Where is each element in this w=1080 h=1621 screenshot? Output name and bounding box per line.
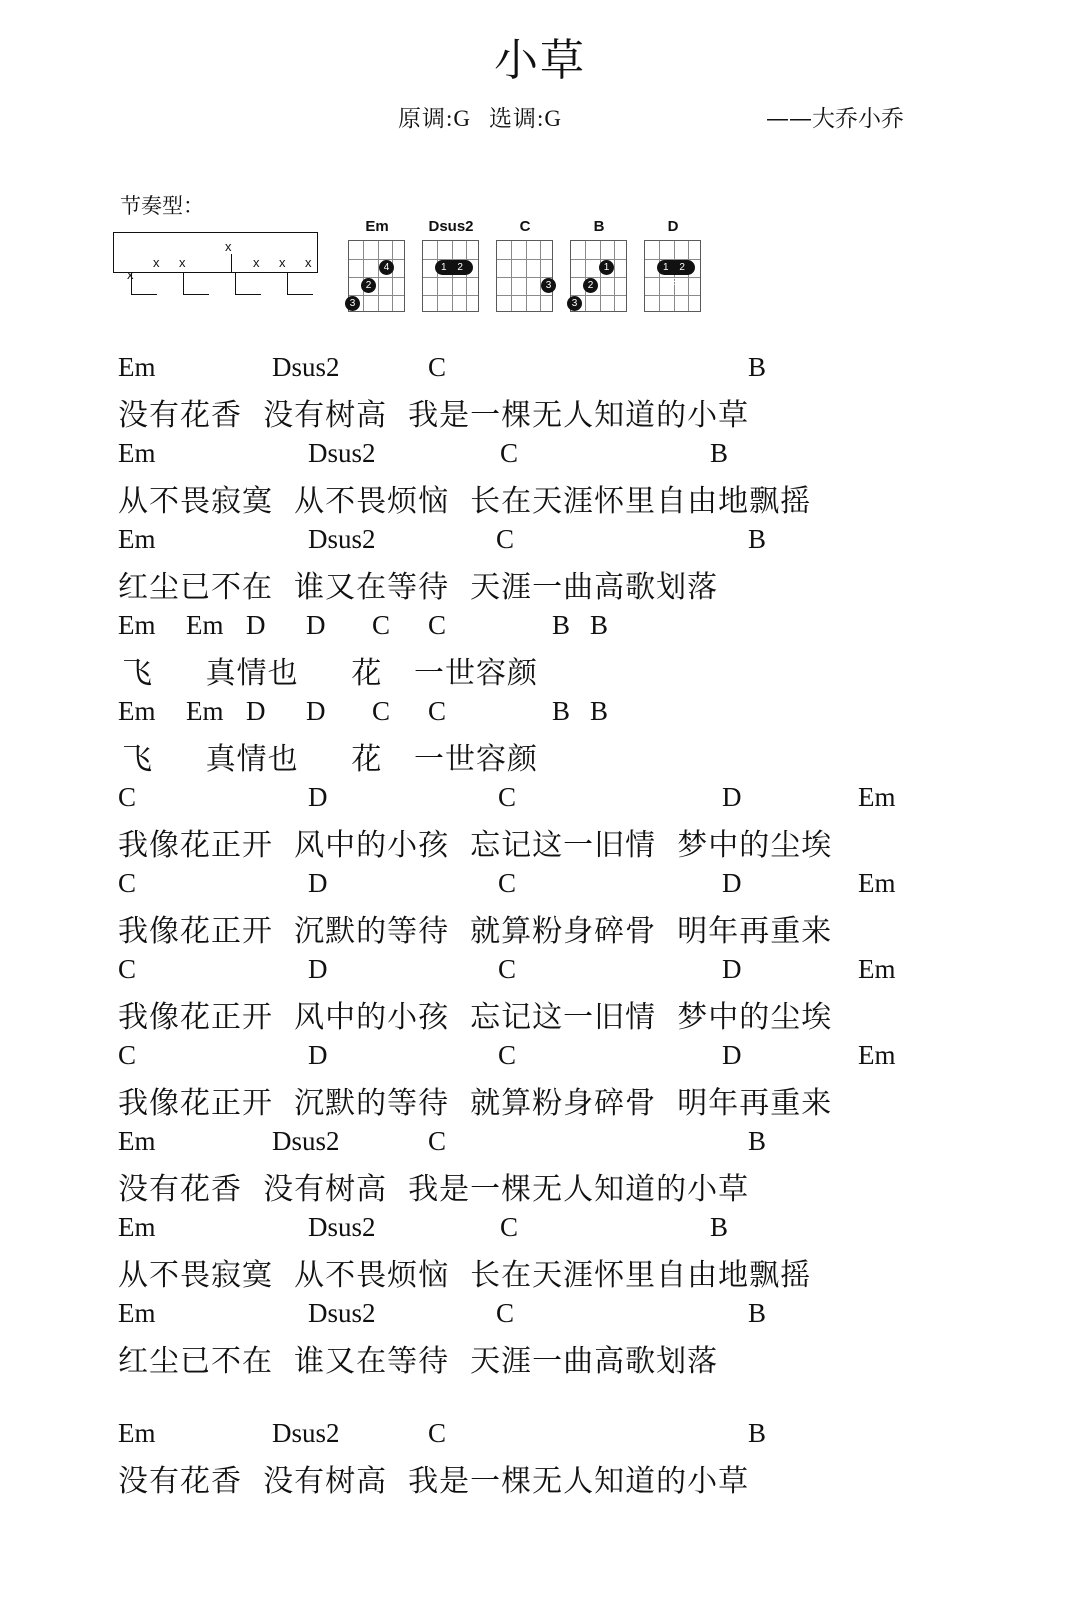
chord-grid <box>570 240 627 312</box>
grid-fret-line <box>571 277 626 278</box>
chord-symbol: C <box>372 696 391 726</box>
lyric-text: 没有花香 没有树高 我是一棵无人知道的小草 <box>118 398 750 433</box>
chord-symbol: Dsus2 <box>308 1212 376 1242</box>
grid-fret-line <box>497 295 552 296</box>
rhythm-label: 节奏型： <box>120 194 204 218</box>
chord-diagram-name: Em <box>365 218 389 235</box>
lyric-block <box>0 352 1080 438</box>
lyric-line <box>0 992 1080 1040</box>
lyric-block <box>0 1212 1080 1298</box>
chord-line <box>0 954 1080 992</box>
grid-fret-line <box>349 295 404 296</box>
chord-symbol: B <box>710 438 729 468</box>
chord-symbol: Em <box>118 524 156 554</box>
chord-symbol: B <box>552 610 571 640</box>
lyric-line <box>0 648 1080 696</box>
chord-symbol: C <box>496 524 515 554</box>
lyric-block <box>0 1126 1080 1212</box>
chord-symbol: Em <box>858 782 896 812</box>
chord-line <box>0 696 1080 734</box>
lyric-text: 我像花正开 沉默的等待 就算粉身碎骨 明年再重来 <box>118 914 833 949</box>
strum-x-mark: x <box>127 267 134 282</box>
grid-string-line <box>585 241 586 311</box>
chord-symbol: D <box>306 610 326 640</box>
strum-down-foot <box>235 294 261 295</box>
strum-up-stem <box>231 254 232 272</box>
chord-symbol: D <box>308 868 328 898</box>
lyric-line <box>0 1336 1080 1384</box>
grid-fret-line <box>423 277 478 278</box>
lyric-text: 红尘已不在 谁又在等待 天涯一曲高歌划落 <box>118 570 719 605</box>
chord-symbol: Em <box>858 954 896 984</box>
chord-symbol: Dsus2 <box>308 438 376 468</box>
lyric-line <box>0 820 1080 868</box>
chord-symbol: Dsus2 <box>308 524 376 554</box>
lyric-block <box>0 782 1080 868</box>
chord-symbol: Dsus2 <box>272 352 340 382</box>
lyric-text: 没有花香 没有树高 我是一棵无人知道的小草 <box>118 1464 750 1499</box>
chord-diagram-name: Dsus2 <box>428 218 474 235</box>
chord-symbol: Em <box>118 696 156 726</box>
chord-symbol: C <box>428 696 447 726</box>
grid-string-line <box>600 241 601 311</box>
chord-symbol: D <box>722 1040 742 1070</box>
chord-symbol: Em <box>118 438 156 468</box>
grid-fret-line <box>571 295 626 296</box>
strum-x-mark: x <box>153 255 160 270</box>
lyric-block <box>0 954 1080 1040</box>
page-title: 小草 <box>494 35 586 86</box>
lyric-text: 飞 真情也 花 一世容颜 <box>122 656 538 691</box>
chord-symbol: B <box>748 524 767 554</box>
chord-symbol: Em <box>118 1212 156 1242</box>
chord-symbol: B <box>710 1212 729 1242</box>
strum-x-mark: x <box>305 255 312 270</box>
chord-symbol: C <box>498 782 517 812</box>
strum-down-foot <box>183 294 209 295</box>
chord-finger-dot: 4 <box>379 260 394 275</box>
chord-finger-dot: 3 <box>567 296 582 311</box>
chord-finger-dot: 2 <box>361 278 376 293</box>
lyric-block <box>0 1418 1080 1504</box>
chord-symbol: C <box>496 1298 515 1328</box>
artist-credit: ——大乔小乔 <box>766 106 904 132</box>
chord-symbol: B <box>552 696 571 726</box>
grid-fret-line <box>645 295 700 296</box>
chord-symbol: C <box>118 782 137 812</box>
chord-line <box>0 782 1080 820</box>
lyric-block <box>0 438 1080 524</box>
lyrics-body <box>0 352 1080 1504</box>
strum-barline <box>113 232 114 272</box>
grid-fret-line <box>571 259 626 260</box>
chord-finger-dot: 1 2 3 <box>657 260 695 275</box>
strum-down-stem <box>287 272 288 294</box>
chord-line <box>0 868 1080 906</box>
chord-grid <box>496 240 553 312</box>
chord-symbol: D <box>246 610 266 640</box>
lyric-text: 红尘已不在 谁又在等待 天涯一曲高歌划落 <box>118 1344 719 1379</box>
chord-finger-dot: 1 <box>599 260 614 275</box>
chord-symbol: C <box>118 1040 137 1070</box>
strum-down-stem <box>235 272 236 294</box>
chord-symbol: Em <box>118 1298 156 1328</box>
lyric-line <box>0 1456 1080 1504</box>
lyric-block <box>0 696 1080 782</box>
lyric-text: 我像花正开 风中的小孩 忘记这一旧情 梦中的尘埃 <box>118 828 833 863</box>
chord-symbol: Em <box>118 352 156 382</box>
grid-fret-line <box>349 259 404 260</box>
chord-symbol: Em <box>858 868 896 898</box>
chord-symbol: Em <box>118 1126 156 1156</box>
strum-x-mark: x <box>253 255 260 270</box>
chord-symbol: C <box>428 1418 447 1448</box>
grid-string-line <box>511 241 512 311</box>
chord-finger-dot: 3 <box>541 278 556 293</box>
chord-line <box>0 1298 1080 1336</box>
grid-string-line <box>437 241 438 311</box>
chord-line <box>0 1126 1080 1164</box>
lyric-line <box>0 476 1080 524</box>
lyric-text: 没有花香 没有树高 我是一棵无人知道的小草 <box>118 1172 750 1207</box>
lyric-text: 我像花正开 沉默的等待 就算粉身碎骨 明年再重来 <box>118 1086 833 1121</box>
chord-symbol: B <box>590 610 609 640</box>
chord-symbol: C <box>500 438 519 468</box>
chord-symbol: D <box>308 954 328 984</box>
chord-symbol: B <box>590 696 609 726</box>
grid-string-line <box>378 241 379 311</box>
grid-fret-line <box>497 277 552 278</box>
lyric-line <box>0 1164 1080 1212</box>
grid-string-line <box>614 241 615 311</box>
chord-symbol: C <box>498 868 517 898</box>
chord-symbol: B <box>748 1418 767 1448</box>
key-info <box>398 100 562 133</box>
grid-string-line <box>392 241 393 311</box>
lyric-line <box>0 906 1080 954</box>
chord-diagram-name: B <box>593 218 605 235</box>
chord-symbol: Dsus2 <box>272 1126 340 1156</box>
chord-symbol: C <box>118 954 137 984</box>
chord-symbol: Dsus2 <box>272 1418 340 1448</box>
chord-diagram-name: C <box>519 218 531 235</box>
chord-symbol: C <box>498 954 517 984</box>
chord-symbol: Em <box>186 696 224 726</box>
chord-symbol: D <box>306 696 326 726</box>
chord-symbol: D <box>246 696 266 726</box>
chord-finger-dot: 1 2 <box>435 260 473 275</box>
lyric-line <box>0 1250 1080 1298</box>
lyric-block <box>0 524 1080 610</box>
chord-symbol: D <box>722 782 742 812</box>
chord-diagram-name: D <box>667 218 679 235</box>
strum-barline <box>317 232 318 272</box>
chord-finger-dot: 3 <box>345 296 360 311</box>
chord-line <box>0 438 1080 476</box>
chord-symbol: Em <box>186 610 224 640</box>
lyric-line <box>0 734 1080 782</box>
original-key: 原调:G <box>398 106 471 131</box>
chord-symbol: D <box>308 782 328 812</box>
grid-string-line <box>540 241 541 311</box>
chord-grid <box>422 240 479 312</box>
grid-fret-line <box>423 295 478 296</box>
chord-symbol: Dsus2 <box>308 1298 376 1328</box>
strum-x-mark: x <box>225 239 232 254</box>
chord-grid <box>644 240 701 312</box>
lyric-text: 我像花正开 风中的小孩 忘记这一旧情 梦中的尘埃 <box>118 1000 833 1035</box>
strum-x-mark: x <box>179 255 186 270</box>
chord-symbol: Em <box>118 610 156 640</box>
chord-symbol: Em <box>858 1040 896 1070</box>
chord-symbol: B <box>748 1126 767 1156</box>
chord-line <box>0 1040 1080 1078</box>
chord-symbol: C <box>498 1040 517 1070</box>
chord-grid <box>348 240 405 312</box>
grid-fret-line <box>497 259 552 260</box>
chord-symbol: C <box>500 1212 519 1242</box>
lyric-text: 从不畏寂寞 从不畏烦恼 长在天涯怀里自由地飘摇 <box>118 1258 812 1293</box>
lyric-block <box>0 610 1080 696</box>
chord-line <box>0 1418 1080 1456</box>
chord-symbol: Em <box>118 1418 156 1448</box>
grid-string-line <box>526 241 527 311</box>
strum-pattern-diagram <box>113 232 318 302</box>
chord-symbol: C <box>372 610 391 640</box>
chord-symbol: C <box>118 868 137 898</box>
strum-down-stem <box>183 272 184 294</box>
chord-line <box>0 610 1080 648</box>
chord-symbol: D <box>722 868 742 898</box>
chord-line <box>0 1212 1080 1250</box>
grid-fret-line <box>349 277 404 278</box>
grid-string-line <box>452 241 453 311</box>
chord-diagram-set <box>346 218 706 308</box>
strum-down-foot <box>287 294 313 295</box>
chord-line <box>0 524 1080 562</box>
grid-string-line <box>466 241 467 311</box>
chord-finger-dot: 2 <box>583 278 598 293</box>
chord-symbol: B <box>748 352 767 382</box>
chord-symbol: C <box>428 610 447 640</box>
selected-key: 选调:G <box>489 106 562 131</box>
lyric-line <box>0 390 1080 438</box>
strum-top-line <box>113 232 318 233</box>
lyric-block <box>0 1040 1080 1126</box>
chord-symbol: C <box>428 1126 447 1156</box>
strum-down-foot <box>131 294 157 295</box>
chord-line <box>0 352 1080 390</box>
section-spacer <box>0 1384 1080 1418</box>
grid-string-line <box>363 241 364 311</box>
strum-x-mark: x <box>279 255 286 270</box>
lyric-text: 从不畏寂寞 从不畏烦恼 长在天涯怀里自由地飘摇 <box>118 484 812 519</box>
lyric-text: 飞 真情也 花 一世容颜 <box>122 742 538 777</box>
lyric-block <box>0 1298 1080 1384</box>
chord-symbol: D <box>722 954 742 984</box>
lyric-line <box>0 562 1080 610</box>
chord-symbol: D <box>308 1040 328 1070</box>
lyric-block <box>0 868 1080 954</box>
lyric-line <box>0 1078 1080 1126</box>
chord-symbol: B <box>748 1298 767 1328</box>
chord-symbol: C <box>428 352 447 382</box>
